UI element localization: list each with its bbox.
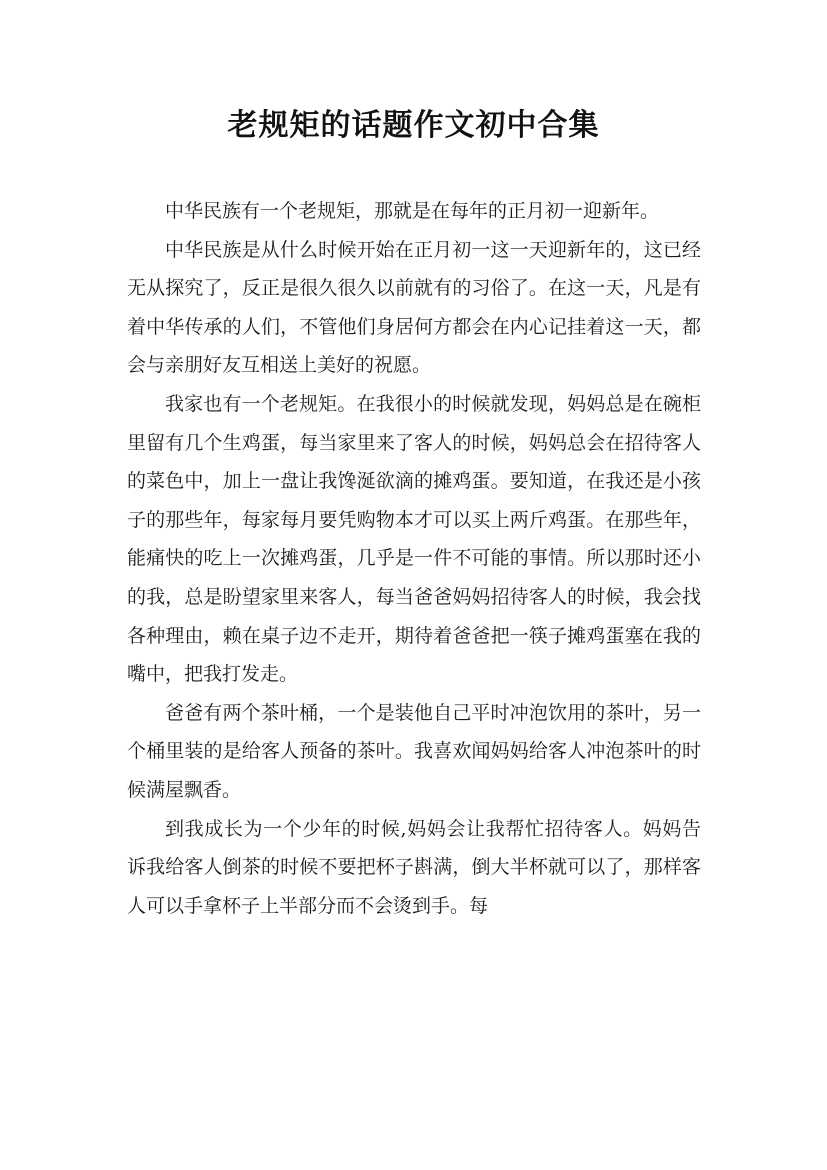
paragraph: 我家也有一个老规矩。在我很小的时候就发现，妈妈总是在碗柜里留有几个生鸡蛋，每当家里来了客人的时候，妈妈总会在招待客人的菜色中，加上一盘让我馋涎欲滴的摊鸡蛋。要知道，在我还是小孩子的那些年，每家每月要凭购物本才可以买上两斤鸡蛋。在那些年，能痛快的吃上一次摊鸡蛋，几乎是一件不可能的事情。所以那时还小的我，总是盼望家里来客人，每当爸爸妈妈招待客人的时候，我会找各种理由，赖在桌子边不走开，期待着爸爸把一筷子摊鸡蛋塞在我的嘴中，把我打发走。 — [127, 392, 701, 686]
paragraph: 中华民族有一个老规矩，那就是在每年的正月初一迎新年。 — [165, 200, 660, 222]
paragraph: 爸爸有两个茶叶桶，一个是装他自己平时冲泡饮用的茶叶，另一个桶里装的是给客人预备的茶叶。我喜欢闻妈妈给客人冲泡茶叶的时候满屋飘香。 — [127, 701, 701, 801]
paragraph: 到我成长为一个少年的时候,妈妈会让我帮忙招待客人。妈妈告诉我给客人倒茶的时候不要把杯子斟满，倒大半杯就可以了，那样客人可以手拿杯子上半部分而不会烫到手。每 — [127, 817, 701, 917]
paragraph: 中华民族是从什么时候开始在正月初一这一天迎新年的，这已经无从探究了，反正是很久很久以前就有的习俗了。在这一天，凡是有着中华传承的人们，不管他们身居何方都会在内心记挂着这一天，都会与亲朋好友互相送上美好的祝愿。 — [127, 238, 701, 377]
document-body — [127, 192, 701, 925]
document-title: 老规矩的话题作文初中合集 — [227, 108, 600, 143]
